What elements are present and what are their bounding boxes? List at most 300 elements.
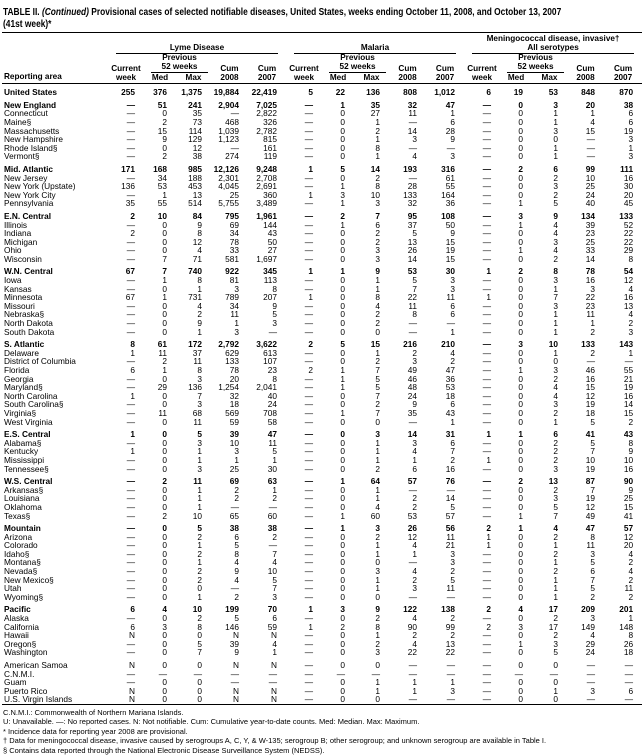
value-cell: 133	[619, 210, 634, 221]
value-cell: 0	[162, 108, 167, 119]
value-cell: 2	[375, 463, 381, 474]
value-cell: 1	[375, 630, 381, 641]
value-cell: 1	[308, 604, 314, 615]
reporting-area-cell: Alabama§	[4, 437, 42, 448]
value-cell: 1	[272, 484, 278, 495]
value-cell: 20	[229, 373, 239, 384]
value-cell: 0	[162, 454, 167, 465]
value-cell: —	[304, 574, 314, 585]
column-header-max: Max	[354, 73, 389, 84]
value-cell: —	[586, 142, 596, 153]
value-cell: 922	[225, 266, 239, 277]
value-cell: 0	[518, 390, 524, 401]
value-cell: 0	[518, 583, 524, 594]
value-cell: —	[126, 484, 135, 495]
value-cell: 4	[553, 219, 559, 230]
value-cell: —	[304, 373, 314, 384]
value-cell: 15	[623, 407, 634, 418]
value-cell: 9	[375, 604, 381, 615]
value-cell: 0	[340, 463, 346, 474]
value-cell: 1	[340, 510, 346, 521]
value-cell: 0	[518, 566, 524, 577]
value-cell: 0	[162, 660, 167, 670]
value-cell: 34	[229, 228, 239, 239]
value-cell: 13	[548, 476, 559, 487]
value-cell: 1	[130, 446, 135, 457]
table-row	[2, 366, 642, 375]
value-cell: 10	[623, 454, 634, 465]
value-cell: —	[482, 476, 492, 487]
value-cell: 19	[585, 493, 596, 504]
value-cell: 0	[340, 437, 346, 448]
value-cell: 1	[486, 531, 492, 542]
reporting-area-cell: Florida	[4, 365, 30, 375]
value-cell: 7	[375, 210, 381, 221]
value-cell: 2	[375, 309, 381, 320]
reporting-area-cell: South Dakota	[4, 326, 55, 337]
value-cell: 5	[590, 437, 596, 448]
value-cell: —	[126, 99, 135, 110]
value-cell: 15	[585, 125, 596, 136]
value-cell: —	[482, 236, 492, 247]
value-cell: 35	[125, 198, 135, 209]
table-row	[2, 127, 642, 136]
value-cell: 216	[403, 339, 418, 350]
table-row	[2, 84, 642, 97]
value-cell: 0	[197, 630, 202, 641]
value-cell: 0	[162, 429, 167, 440]
value-cell: 4	[553, 382, 559, 393]
value-cell: —	[482, 347, 492, 358]
value-cell: 0	[162, 630, 167, 641]
value-cell: 5	[553, 647, 559, 658]
value-cell: 0	[162, 493, 167, 504]
value-cell: 731	[188, 292, 202, 303]
value-cell: 7	[553, 510, 559, 521]
value-cell: 8	[628, 437, 634, 448]
value-cell: 4	[590, 116, 596, 127]
value-cell: —	[624, 668, 634, 679]
table-row	[2, 601, 642, 614]
value-cell: —	[482, 189, 492, 200]
value-cell: 193	[403, 163, 418, 174]
value-cell: 808	[403, 87, 418, 98]
value-cell: —	[482, 510, 492, 521]
value-cell: 569	[225, 407, 239, 418]
value-cell: 25	[229, 189, 239, 200]
value-cell: 13	[445, 638, 456, 649]
value-cell: 15	[585, 382, 596, 393]
value-cell: 119	[263, 151, 278, 162]
value-cell: 3	[553, 275, 559, 286]
value-cell: 1	[553, 309, 559, 320]
value-cell: 3	[234, 446, 239, 457]
value-cell: —	[482, 668, 492, 679]
reporting-area-cell: Kentucky	[4, 446, 39, 457]
table-row	[2, 447, 642, 456]
value-cell: —	[482, 660, 492, 670]
value-cell: 56	[445, 523, 456, 534]
value-cell: 0	[375, 591, 381, 602]
value-cell: —	[549, 668, 559, 679]
value-cell: 5	[375, 382, 381, 393]
value-cell: 60	[370, 510, 381, 521]
value-cell: —	[304, 591, 314, 602]
column-header-cum-2008: Cum 2008	[389, 54, 426, 84]
value-cell: —	[446, 591, 456, 602]
value-cell: 3	[272, 318, 278, 329]
value-cell: 53	[407, 266, 418, 277]
reporting-area-cell: Louisiana	[4, 493, 40, 504]
table-row	[2, 584, 642, 593]
value-cell: 0	[340, 390, 346, 401]
value-cell: 22	[623, 236, 634, 247]
value-cell: 3	[590, 613, 596, 624]
table-row	[2, 541, 642, 550]
value-cell: 0	[162, 416, 167, 427]
value-cell: 1,697	[256, 253, 278, 264]
value-cell: 2	[553, 566, 559, 577]
value-cell: 1	[162, 365, 167, 375]
value-cell: 0	[340, 540, 346, 551]
value-cell: 9	[628, 446, 634, 457]
value-cell: —	[586, 151, 596, 162]
value-cell: 0	[340, 283, 346, 294]
value-cell: 2	[234, 484, 239, 495]
value-cell: 1	[308, 266, 314, 277]
value-cell: 0	[518, 548, 524, 559]
value-cell: 2,691	[256, 181, 278, 192]
value-cell: 0	[553, 660, 559, 670]
value-cell: 1	[197, 283, 202, 294]
value-cell: —	[126, 677, 135, 688]
value-cell: —	[304, 694, 314, 705]
value-cell: 43	[267, 228, 278, 239]
value-cell: 2	[234, 493, 239, 504]
value-cell: 58	[267, 416, 278, 427]
value-cell: 0	[340, 591, 346, 602]
value-cell: 3	[162, 621, 167, 632]
value-cell: —	[126, 275, 135, 286]
value-cell: 17	[548, 604, 559, 615]
footnotes	[3, 708, 639, 755]
value-cell: 18	[445, 390, 456, 401]
value-cell: 629	[225, 347, 239, 358]
value-cell: 9	[234, 566, 239, 577]
value-cell: 29	[623, 245, 634, 256]
value-cell: 0	[162, 677, 167, 688]
value-cell: 7	[590, 446, 596, 457]
value-cell: 16	[623, 390, 634, 401]
table-row	[2, 383, 642, 392]
value-cell: 3	[412, 583, 418, 594]
value-cell: 2	[553, 613, 559, 624]
value-cell: 1	[197, 557, 202, 568]
value-cell: 1	[197, 454, 202, 465]
value-cell: 1	[375, 548, 381, 559]
value-cell: 15	[157, 125, 167, 136]
value-cell: 1	[340, 382, 346, 393]
value-cell: 3	[590, 283, 596, 294]
value-cell: —	[304, 356, 314, 367]
value-cell: —	[126, 108, 135, 119]
value-cell: 0	[518, 493, 524, 504]
value-cell: 32	[407, 99, 418, 110]
value-cell: 2	[375, 399, 381, 410]
value-cell: 2	[553, 253, 559, 264]
value-cell: 1	[340, 99, 346, 110]
value-cell: 6	[553, 429, 559, 440]
value-cell: 21	[445, 540, 456, 551]
value-cell: 1	[518, 198, 524, 209]
table-row	[2, 161, 642, 174]
value-cell: 514	[188, 198, 202, 209]
value-cell: —	[126, 326, 135, 337]
value-cell: 1	[518, 638, 524, 649]
value-cell: 8	[590, 531, 596, 542]
value-cell: 1	[234, 454, 239, 465]
value-cell: 20	[623, 540, 634, 551]
value-cell: 1	[375, 151, 381, 162]
value-cell: 1	[450, 416, 456, 427]
value-cell: 168	[153, 163, 167, 174]
value-cell: 13	[192, 189, 202, 200]
value-cell: —	[304, 134, 314, 145]
value-cell: 0	[518, 181, 524, 192]
reporting-area-cell: Oregon§	[4, 638, 37, 649]
table-row	[2, 336, 642, 349]
table-row	[2, 640, 642, 649]
value-cell: —	[408, 591, 418, 602]
value-cell: 22	[407, 292, 418, 303]
value-cell: 6	[628, 116, 634, 127]
value-cell: 2,301	[218, 172, 239, 183]
value-cell: 3	[553, 99, 559, 110]
table-row	[2, 109, 642, 118]
value-cell: 7	[197, 647, 202, 658]
value-cell: —	[408, 116, 418, 127]
value-cell: 19	[585, 463, 596, 474]
value-cell: 37	[407, 219, 418, 230]
value-cell: —	[304, 660, 314, 670]
value-cell: 46	[407, 373, 418, 384]
value-cell: —	[304, 99, 314, 110]
value-cell: —	[304, 108, 314, 119]
value-cell: 0	[340, 253, 346, 264]
value-cell: 2	[518, 266, 524, 277]
value-cell: 16	[623, 292, 634, 303]
value-cell: 0	[340, 685, 346, 696]
value-cell: N	[129, 660, 135, 670]
reporting-area-cell: Hawaii	[4, 630, 29, 641]
value-cell: 5	[590, 583, 596, 594]
reporting-area-cell: New England	[4, 99, 57, 110]
value-cell: 3	[553, 365, 559, 375]
value-cell: 21	[623, 373, 634, 384]
table-row	[2, 670, 642, 679]
value-cell: 3	[518, 210, 524, 221]
value-cell: 34	[157, 172, 167, 183]
value-cell: —	[126, 283, 135, 294]
value-cell: 7	[450, 446, 456, 457]
value-cell: —	[304, 437, 314, 448]
column-header-max: Max	[176, 73, 211, 84]
value-cell: 2	[553, 373, 559, 384]
value-cell: —	[126, 647, 135, 658]
value-cell: 9	[450, 228, 456, 239]
value-cell: 6	[450, 309, 456, 320]
value-cell: 8	[553, 266, 559, 277]
value-cell: 2	[553, 548, 559, 559]
footnote: † Data for meningococcal disease, invasive caused by serogroups A, C, Y, & W-135; serogroup B; other serogroup; and unknown serogroup are available in Table I.	[3, 736, 547, 746]
value-cell: 1	[340, 365, 346, 375]
value-cell: 3,622	[256, 339, 278, 350]
value-cell: 2	[486, 621, 492, 632]
value-cell: 1	[450, 108, 456, 119]
value-cell: 3	[197, 373, 202, 384]
value-cell: 39	[585, 219, 596, 230]
value-cell: 136	[366, 87, 381, 98]
value-cell: 6	[130, 604, 135, 615]
value-cell: —	[304, 531, 314, 542]
value-cell: 2	[486, 523, 492, 534]
value-cell: 0	[340, 245, 346, 256]
value-cell: 1,123	[218, 134, 239, 145]
value-cell: 171	[121, 163, 135, 174]
reporting-area-cell: E.N. Central	[4, 210, 52, 221]
value-cell: 55	[623, 365, 634, 375]
value-cell: 740	[188, 266, 202, 277]
value-cell: 3	[375, 523, 381, 534]
value-cell: 0	[162, 613, 167, 624]
value-cell: —	[126, 382, 135, 393]
value-cell: 12	[585, 501, 596, 512]
value-cell: 4	[412, 446, 418, 457]
value-cell: —	[482, 574, 492, 585]
reporting-area-header: Reporting area	[2, 33, 108, 84]
value-cell: 65	[229, 510, 239, 521]
reporting-area-cell: Illinois	[4, 219, 28, 230]
value-cell: 3	[412, 356, 418, 367]
value-cell: 13	[623, 300, 634, 311]
value-cell: 11	[193, 476, 202, 487]
value-cell: 0	[162, 463, 167, 474]
footnote: C.N.M.I.: Commonwealth of Northern Mariana Islands.	[3, 707, 184, 717]
table-row	[2, 392, 642, 401]
value-cell: 57	[623, 523, 634, 534]
value-cell: 3	[450, 685, 456, 696]
value-cell: 19	[623, 125, 634, 136]
value-cell: —	[482, 613, 492, 624]
value-cell: 1	[340, 523, 346, 534]
value-cell: 5	[197, 523, 202, 534]
value-cell: —	[482, 591, 492, 602]
value-cell: 20	[623, 189, 634, 200]
value-cell: 0	[340, 292, 346, 303]
value-cell: 0	[518, 484, 524, 495]
value-cell: —	[624, 694, 634, 705]
value-cell: —	[304, 198, 314, 209]
value-cell: 5	[553, 501, 559, 512]
value-cell: 9	[553, 210, 559, 221]
value-cell: 46	[585, 365, 596, 375]
value-cell: —	[268, 677, 278, 688]
value-cell: 0	[197, 694, 202, 705]
value-cell: —	[408, 557, 418, 568]
value-cell: 7	[162, 253, 167, 264]
value-cell: 0	[340, 142, 346, 153]
value-cell: —	[304, 484, 314, 495]
value-cell: —	[336, 668, 346, 679]
table-row	[2, 97, 642, 110]
value-cell: 1	[412, 548, 418, 559]
value-cell: —	[304, 116, 314, 127]
value-cell: 15	[623, 501, 634, 512]
value-cell: —	[304, 275, 314, 286]
value-cell: —	[482, 647, 492, 658]
value-cell: 9	[375, 266, 381, 277]
reporting-area-cell: Ohio	[4, 245, 22, 256]
value-cell: —	[482, 245, 492, 256]
value-cell: N	[271, 694, 278, 705]
value-cell: —	[304, 647, 314, 658]
value-cell: 114	[188, 125, 202, 136]
value-cell: 0	[197, 660, 202, 670]
value-cell: —	[304, 566, 314, 577]
value-cell: 1	[340, 407, 346, 418]
value-cell: —	[126, 300, 135, 311]
value-cell: 1	[553, 416, 559, 427]
reporting-area-cell: Alaska	[4, 613, 29, 624]
value-cell: 129	[188, 134, 202, 145]
value-cell: 0	[162, 557, 167, 568]
table-row	[2, 567, 642, 576]
value-cell: 134	[581, 210, 596, 221]
value-cell: 10	[192, 604, 202, 615]
value-cell: 17	[548, 621, 559, 632]
reporting-area-cell: Utah	[4, 583, 22, 594]
value-cell: 0	[518, 292, 524, 303]
value-cell: 0	[162, 318, 167, 329]
value-cell: 0	[518, 142, 524, 153]
value-cell: 3	[553, 493, 559, 504]
value-cell: 40	[267, 390, 278, 401]
reporting-area-cell: Colorado	[4, 540, 38, 551]
value-cell: —	[304, 493, 314, 504]
value-cell: 30	[267, 463, 278, 474]
value-cell: 2	[197, 548, 202, 559]
reporting-area-cell: American Samoa	[4, 660, 68, 670]
value-cell: —	[304, 142, 314, 153]
value-cell: 4	[412, 613, 418, 624]
value-cell: 0	[162, 523, 167, 534]
table-row	[2, 456, 642, 465]
value-cell: 1	[486, 454, 492, 465]
value-cell: 6	[130, 621, 135, 632]
value-cell: —	[304, 245, 314, 256]
value-cell: —	[482, 151, 492, 162]
value-cell: 1	[375, 347, 381, 358]
value-cell: 0	[518, 228, 524, 239]
value-cell: 95	[407, 210, 418, 221]
value-cell: —	[482, 638, 492, 649]
value-cell: 0	[518, 454, 524, 465]
reporting-area-cell: U.S. Virgin Islands	[4, 694, 73, 705]
value-cell: 1	[518, 365, 524, 375]
table-row	[2, 533, 642, 542]
value-cell: 0	[162, 373, 167, 384]
value-cell: 0	[518, 591, 524, 602]
